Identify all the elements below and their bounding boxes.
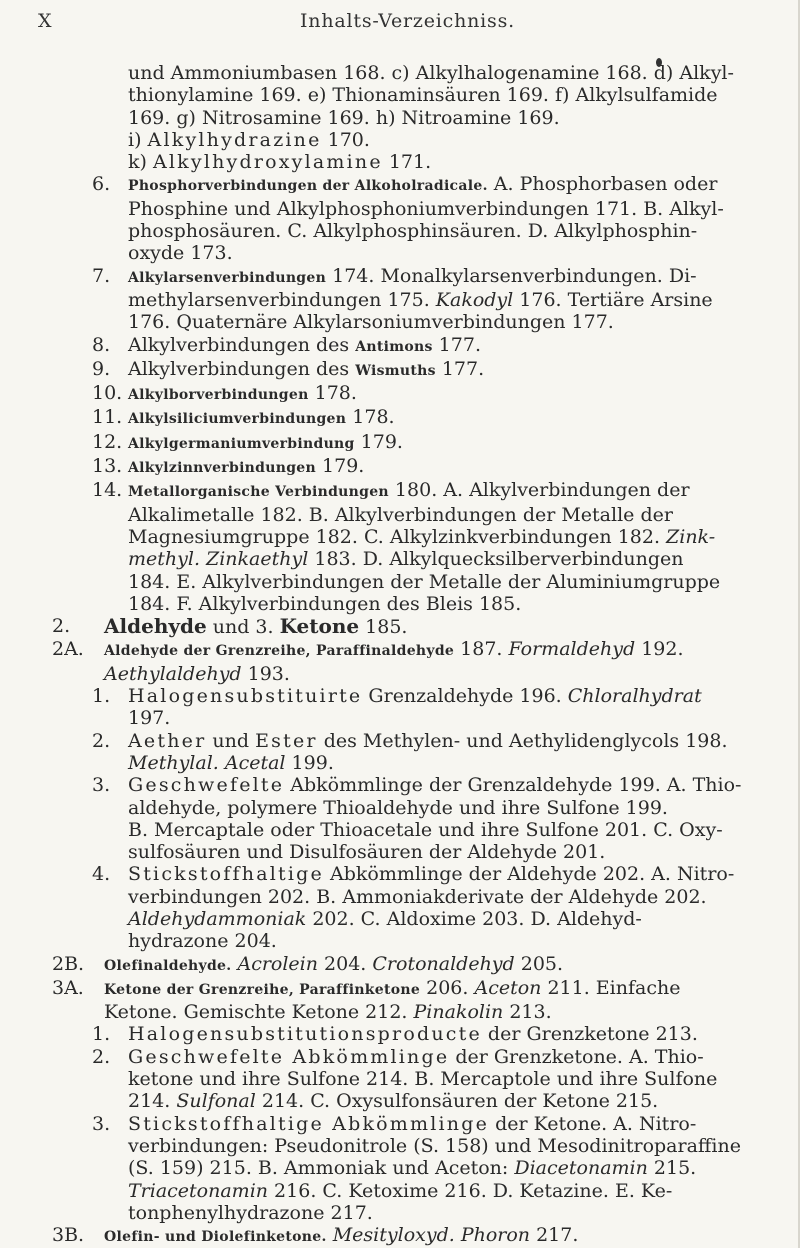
toc-line: Aldehyde und 3. Ketone 185. (104, 614, 408, 639)
toc-line: B. Mercaptale oder Thioacetale und ihre Sulfone 201. C. Oxy- (128, 818, 723, 841)
toc-line: 214. Sulfonal 214. C. Oxysulfonsäuren der Ketone 215. (128, 1090, 659, 1113)
toc-entry-9 (0, 358, 800, 382)
toc-line: Ketone der Grenzreihe, Paraffinketone 206. Aceton 211. Einfache (104, 976, 681, 999)
toc-line: verbindungen 202. B. Ammoniakderivate der Aldehyde 202. (128, 885, 707, 908)
toc-line: (S. 159) 215. B. Ammoniak und Aceton: Diacetonamin 215. (128, 1157, 697, 1180)
toc-line: Geschwefelte Abkömmlinge der Grenzaldehyde 199. A. Thio- (128, 774, 742, 797)
entry-number: 12. (92, 430, 123, 453)
toc-line: 184. E. Alkylverbindungen der Metalle der Aluminiumgruppe (128, 570, 721, 593)
toc-line: phosphosäuren. C. Alkylphosphinsäuren. D. Alkylphosphin- (128, 220, 698, 243)
entry-number: 11. (92, 406, 123, 429)
toc-line: 169. g) Nitrosamine 169. h) Nitroamine 169. (128, 106, 560, 129)
toc-line: Alkalimetalle 182. B. Alkylverbindungen der Metalle der (128, 503, 673, 526)
toc-section-3A (0, 977, 800, 1024)
toc-line: Ketone. Gemischte Ketone 212. Pinakolin 213. (104, 1001, 552, 1024)
toc-entry-3A-2 (0, 1046, 800, 1113)
toc-line: aldehyde, polymere Thioaldehyde und ihre Sulfone 199. (128, 796, 668, 819)
toc-line: Stickstoffhaltige Abkömmlinge der Ketone. A. Nitro- (128, 1112, 697, 1135)
toc-entry-3A-1 (0, 1023, 800, 1045)
toc-line: Alkylarsenverbindungen 174. Monalkylarsenverbindungen. Di- (128, 264, 697, 287)
toc-line: Phosphorverbindungen der Alkoholradicale. A. Phosphorbasen oder (128, 173, 718, 196)
toc-entry-12 (0, 431, 800, 455)
toc-entry-2A-4 (0, 863, 800, 952)
toc-line: hydrazone 204. (128, 930, 277, 953)
toc-entry-6 (0, 173, 800, 264)
toc-entry-11 (0, 406, 800, 430)
toc-section-2B (0, 953, 800, 977)
entry-number: 1. (92, 685, 111, 708)
entry-number: 3. (92, 1112, 111, 1135)
entry-number: 1. (92, 1023, 111, 1046)
page-folio: X (38, 10, 52, 32)
toc-line: 184. F. Alkylverbindungen des Bleis 185. (128, 592, 522, 615)
toc-line: Halogensubstitutionsproducte der Grenzketone 213. (128, 1023, 698, 1046)
toc-line: Olefinaldehyde. Acrolein 204. Crotonaldehyd 205. (104, 952, 564, 975)
toc-line: 176. Quaternäre Alkylarsoniumverbindungen 177. (128, 311, 614, 334)
toc-body (0, 62, 800, 1248)
toc-entry-13 (0, 455, 800, 479)
toc-entry-8 (0, 334, 800, 358)
toc-entry-2A-1 (0, 685, 800, 730)
toc-line: methyl. Zinkaethyl 183. D. Alkylquecksilberverbindungen (128, 548, 684, 571)
entry-number: 8. (92, 333, 111, 356)
toc-entry-7 (0, 265, 800, 334)
toc-line: 197. (128, 707, 171, 730)
toc-line: Aldehydammoniak 202. C. Aldoxime 203. D. Aldehyd- (128, 907, 642, 930)
toc-line: Aldehyde der Grenzreihe, Paraffinaldehyde 187. Formaldehyd 192. (104, 638, 684, 661)
toc-line: verbindungen: Pseudonitrole (S. 158) und Mesodinitroparaffine (128, 1134, 741, 1157)
toc-line: Metallorganische Verbindungen 180. A. Alkylverbindungen der (128, 479, 690, 502)
page-header (0, 6, 800, 36)
toc-line: Stickstoffhaltige Abkömmlinge der Aldehyde 202. A. Nitro- (128, 863, 735, 886)
entry-number: 3. (92, 774, 111, 797)
toc-entry-3A-3 (0, 1113, 800, 1224)
toc-entry-14 (0, 479, 800, 615)
toc-line: Alkylzinnverbindungen 179. (128, 455, 365, 478)
entry-number: 10. (92, 382, 123, 405)
toc-section-3B (0, 1224, 800, 1248)
toc-line: Aethylaldehyd 193. (104, 662, 290, 685)
entry-number: 3A. (52, 976, 84, 999)
toc-line: oxyde 173. (128, 242, 233, 265)
toc-entry-2A-3 (0, 774, 800, 863)
toc-line: k) Alkylhydroxylamine 171. (128, 151, 432, 174)
entry-number: 2A. (52, 638, 84, 661)
toc-line: Alkylsiliciumverbindungen 178. (128, 406, 395, 429)
toc-line: methylarsenverbindungen 175. Kakodyl 176. Tertiäre Arsine (128, 288, 713, 311)
toc-chapter-2 (0, 615, 800, 638)
toc-section-2A (0, 638, 800, 685)
toc-entry-2A-2 (0, 730, 800, 775)
entry-number: 14. (92, 479, 123, 502)
toc-line: Alkylborverbindungen 178. (128, 382, 357, 405)
toc-line: tonphenylhydrazone 217. (128, 1201, 373, 1224)
entry-number: 3B. (52, 1224, 85, 1247)
toc-line: Alkylgermaniumverbindung 179. (128, 430, 403, 453)
toc-entry-continuation (0, 62, 800, 173)
toc-line: Magnesiumgruppe 182. C. Alkylzinkverbindungen 182. Zink- (128, 525, 716, 548)
toc-line: Halogensubstituirte Grenzaldehyde 196. Chloralhydrat (128, 685, 702, 708)
toc-line: und Ammoniumbasen 168. c) Alkylhalogenamine 168. d) Alkyl- (128, 62, 734, 84)
toc-line: Alkylverbindungen des Wismuths 177. (128, 357, 485, 380)
running-title: Inhalts-Verzeichniss. (300, 10, 515, 32)
toc-line: Geschwefelte Abkömmlinge der Grenzketone. A. Thio- (128, 1045, 704, 1068)
entry-number: 4. (92, 863, 111, 886)
entry-number: 7. (92, 264, 111, 287)
toc-line: Phosphine und Alkylphosphoniumverbindungen 171. B. Alkyl- (128, 197, 724, 220)
entry-number: 2. (92, 1045, 111, 1068)
entry-number: 2B. (52, 952, 85, 975)
toc-line: Triacetonamin 216. C. Ketoxime 216. D. Ketazine. E. Ke- (128, 1179, 673, 1202)
toc-line: i) Alkylhydrazine 170. (128, 128, 370, 151)
entry-number: 6. (92, 173, 111, 196)
toc-line: thionylamine 169. e) Thionaminsäuren 169. f) Alkylsulfamide (128, 84, 718, 107)
toc-line: Methylal. Acetal 199. (128, 751, 334, 774)
toc-entry-10 (0, 382, 800, 406)
entry-number: 2. (92, 729, 111, 752)
toc-line: sulfosäuren und Disulfosäuren der Aldehyde 201. (128, 841, 606, 864)
toc-line: Olefin- und Diolefinketone. Mesityloxyd. Phoron 217. (104, 1224, 579, 1247)
entry-number: 13. (92, 455, 123, 478)
entry-number: 9. (92, 357, 111, 380)
toc-line: ketone und ihre Sulfone 214. B. Mercaptole und ihre Sulfone (128, 1068, 718, 1091)
entry-number: 2. (52, 615, 71, 638)
toc-line: Aether und Ester des Methylen- und Aethylidenglycols 198. (128, 729, 728, 752)
toc-line: Alkylverbindungen des Antimons 177. (128, 333, 481, 356)
